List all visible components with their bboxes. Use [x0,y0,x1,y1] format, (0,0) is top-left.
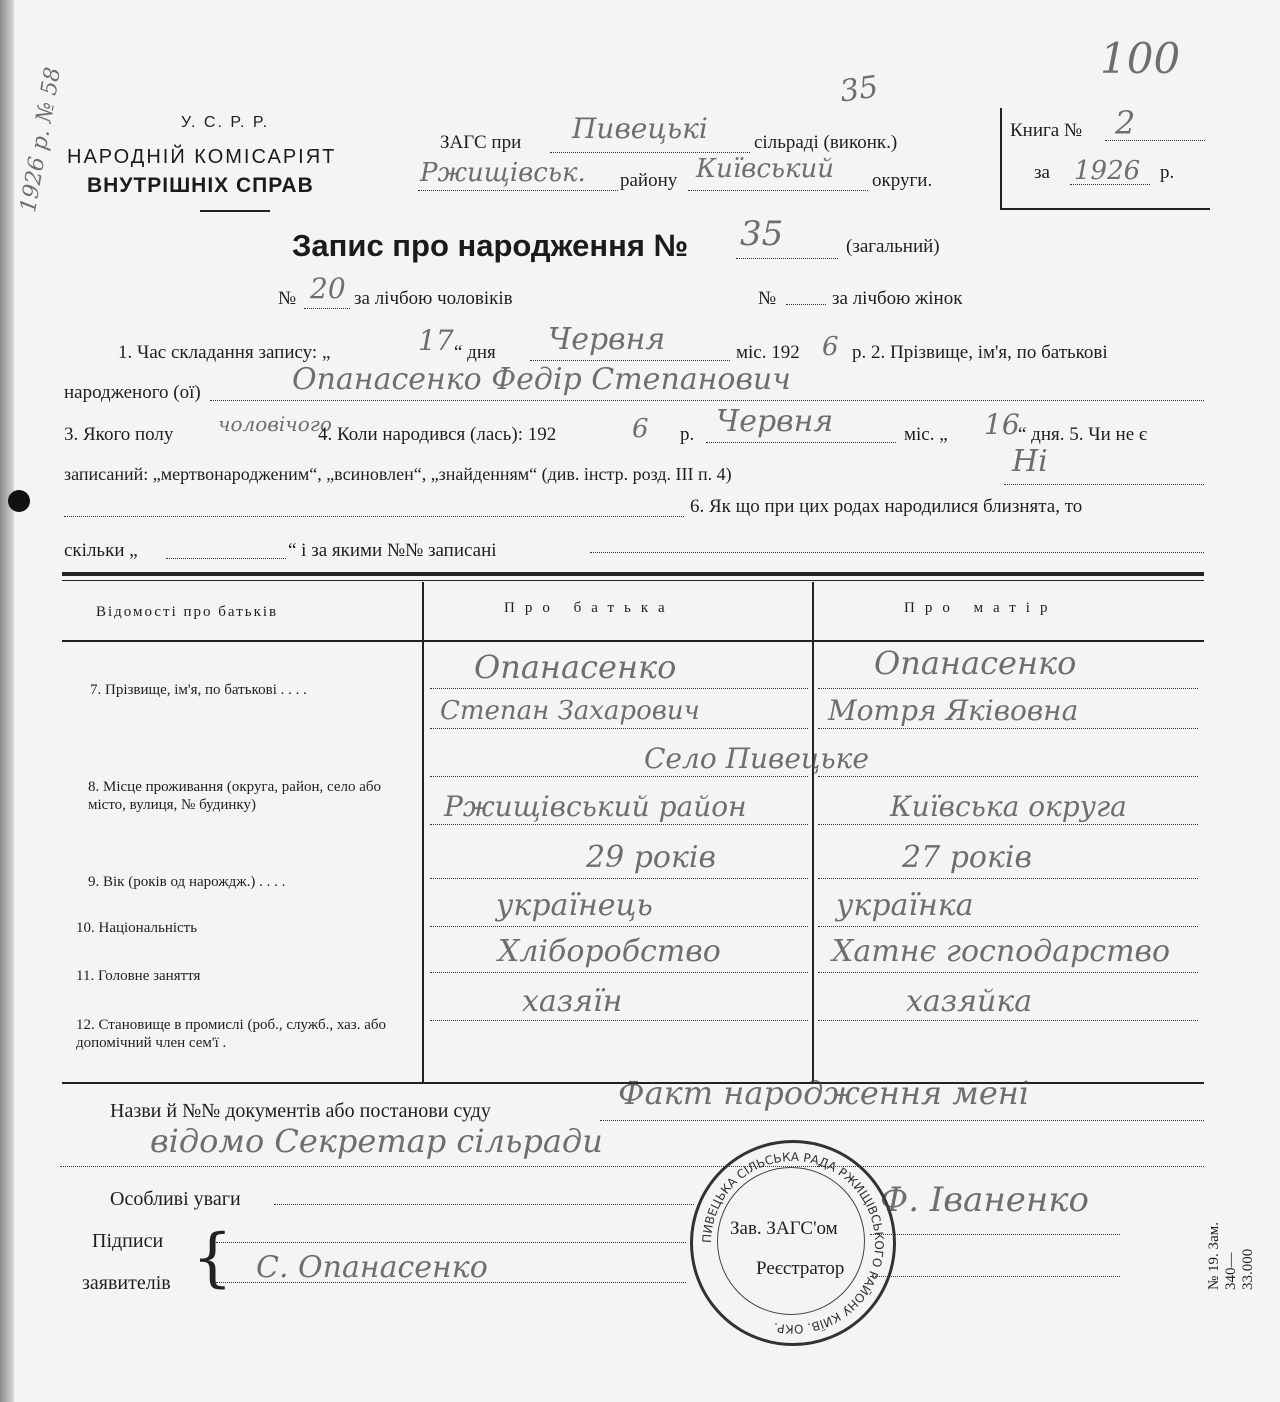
child-sex: чоловічого [218,412,332,436]
book-label: Книга № [1010,120,1083,141]
father-village: Село Пивецьке [644,742,869,775]
row-label-name: 7. Прізвище, ім'я, по батькові . . . . [90,682,307,698]
signatures-label-1: Підписи [92,1230,164,1252]
col-header-mother: Про матір [904,600,1058,616]
birth-year: 6 [632,414,649,444]
district-label: району [620,170,678,191]
name-field-label: р. 2. Прізвище, ім'я, по батькові [852,342,1108,363]
record-suffix: (загальний) [846,236,940,257]
registrar-label: Реєстратор [756,1258,845,1279]
twins-numbers-label: “ і за якими №№ записані [288,540,497,561]
fill-line [430,972,808,973]
table-col-divider [422,582,424,1082]
born-label: народженого (ої) [64,382,201,403]
year-value: 1926 [1074,156,1141,186]
col-header-father: Про батька [504,600,675,616]
fill-line [166,558,286,559]
status-value: Ні [1012,444,1048,479]
signatures-label-2: заявителів [82,1272,171,1294]
fill-line [64,516,684,517]
fill-line [304,308,350,309]
father-surname: Опанасенко [474,648,677,686]
status-label: записаний: „мертвонародженим“, „всиновлен“, „знайденням“ (див. інстр. розд. III п. 4) [64,464,732,484]
record-year: 6 [822,332,839,362]
mother-name: Мотря Яківовна [828,694,1079,727]
birth-date-label: 4. Коли народився (лась): 192 [318,424,557,445]
table-header-rule [62,640,1204,642]
fill-line [430,1020,808,1021]
male-label: за лічбою чоловіків [354,288,513,309]
fill-line [590,552,1204,553]
fill-line [430,824,808,825]
father-name: Степан Захарович [440,696,700,726]
punch-hole [8,490,30,512]
table-col-divider [812,582,814,1082]
fill-line [600,1120,1204,1121]
fill-line [870,1234,1120,1235]
applicant-signature: С. Опанасенко [256,1250,488,1285]
fill-line [1070,184,1150,185]
mother-occupation: Хатнє господарство [832,934,1171,969]
stamp-text: ПИВЕЦЬКА СІЛЬСЬКА РАДА РЖИЩІВСЬКОГО РАЙОНУ КИЇВ. ОКР. [699,1149,887,1337]
fill-line [688,190,868,191]
birth-year-suffix: р. [680,424,695,445]
fill-line [818,776,1198,777]
print-order-number: № 19. Зам. 340—33.000 [1206,1222,1256,1290]
table-top-rule [62,580,1204,581]
fill-line [818,688,1198,689]
district-value: Ржищівськ. [420,158,586,188]
child-name: Опанасенко Федір Степанович [292,362,791,397]
commissariat-line1: НАРОДНІЙ КОМІСАРІЯТ [67,146,337,168]
fill-line [430,688,808,689]
official-stamp [690,1140,896,1346]
row-label-occupation: 11. Головне заняття [76,968,201,984]
fill-line [216,1242,686,1243]
row-label-nationality: 10. Національність [76,920,198,936]
mother-age: 27 років [902,840,1032,875]
mother-nationality: українка [836,888,974,923]
head-label: Зав. ЗАГС'ом [730,1218,838,1239]
fill-line [274,1204,694,1205]
row-label-residence: 8. Місце проживання (округа, район, село або місто, вулиця, № будинку) [88,779,382,813]
fill-line [210,400,1204,401]
svg-text:ПИВЕЦЬКА СІЛЬСЬКА РАДА РЖИЩІВС [700,1150,886,1336]
binding-edge [0,0,14,1402]
zags-suffix: сільраді (виконк.) [754,132,898,153]
fill-line [430,776,808,777]
birth-month-label: міс. „ [904,424,948,445]
zags-village: Пивецькі [572,112,708,145]
record-day: 17 [418,324,454,357]
birth-day: 16 [984,408,1020,441]
fill-line [786,304,826,305]
brace: { [192,1221,233,1295]
twins-count-label: скільки „ [64,540,138,561]
father-status: хазяїн [522,984,623,1019]
fill-line [550,152,750,153]
ussr-label: У. С. Р. Р. [181,114,270,131]
documents-value-1: Факт народження мені [618,1074,1030,1112]
mother-status: хазяйка [906,984,1033,1019]
fill-line [870,1276,1120,1277]
fill-line [1105,140,1205,141]
table-top-rule [62,572,1204,576]
okrug-value: Київський [696,154,835,184]
fill-line [430,878,808,879]
mother-surname: Опанасенко [874,644,1077,682]
male-number: 20 [310,272,346,305]
father-district: Ржищівський район [444,790,747,823]
stillborn-label: “ дня. 5. Чи не є [1018,424,1148,445]
father-occupation: Хліборобство [498,934,721,969]
stamp-ring-text [693,1143,893,1343]
fill-line [430,728,808,729]
row-label-age: 9. Вік (років од нарождж.) . . . . [88,874,286,890]
top-number: 35 [837,69,881,110]
fill-line [706,442,896,443]
divider [200,210,270,212]
sex-label: 3. Якого полу [64,424,174,445]
fill-line [818,728,1198,729]
special-notes-label: Особливі уваги [110,1188,241,1210]
record-title: Запис про народження № [292,228,689,263]
okrug-label: округи. [872,170,933,191]
record-number: 35 [740,214,784,254]
documents-label: Назви й №№ документів або постанови суду [110,1100,491,1122]
fill-line [530,360,730,361]
female-prefix: № [758,288,777,309]
commissariat-line2: ВНУТРІШНІХ СПРАВ [87,174,314,197]
col-header-info: Відомості про батьків [96,604,279,620]
male-prefix: № [278,288,297,309]
fill-line [60,1166,1204,1167]
fill-line [418,190,618,191]
fill-line [818,1020,1198,1021]
year-prefix: за [1034,162,1050,183]
fill-line [430,926,808,927]
father-nationality: українець [496,888,653,923]
fill-line [818,972,1198,973]
twins-label: 6. Як що при цих родах народилися близнята, то [690,496,1083,517]
registrar-signature: Ф. Іваненко [880,1180,1090,1220]
birth-month: Червня [716,404,834,439]
female-label: за лічбою жінок [832,288,963,309]
day-label: “ дня [454,342,496,363]
month-label: міс. 192 [736,342,800,363]
book-number: 2 [1115,104,1136,142]
margin-note: 1926 р. № 58 [16,65,67,215]
fill-line [1004,484,1204,485]
corner-number: 100 [1100,34,1181,83]
row-label-status: 12. Становище в промислі (роб., служб., хаз. або допомічний член сем'ї . [76,1017,386,1051]
father-age: 29 років [586,840,716,875]
time-label: 1. Час складання запису: „ [118,342,331,363]
fill-line [818,824,1198,825]
mother-okrug: Київська округа [890,790,1127,823]
year-suffix: р. [1160,162,1175,183]
zags-prefix: ЗАГС при [440,132,522,153]
fill-line [818,878,1198,879]
fill-line [736,258,838,259]
record-month: Червня [548,322,666,357]
fill-line [818,926,1198,927]
documents-value-2: відомо Секретар сільради [150,1122,603,1160]
